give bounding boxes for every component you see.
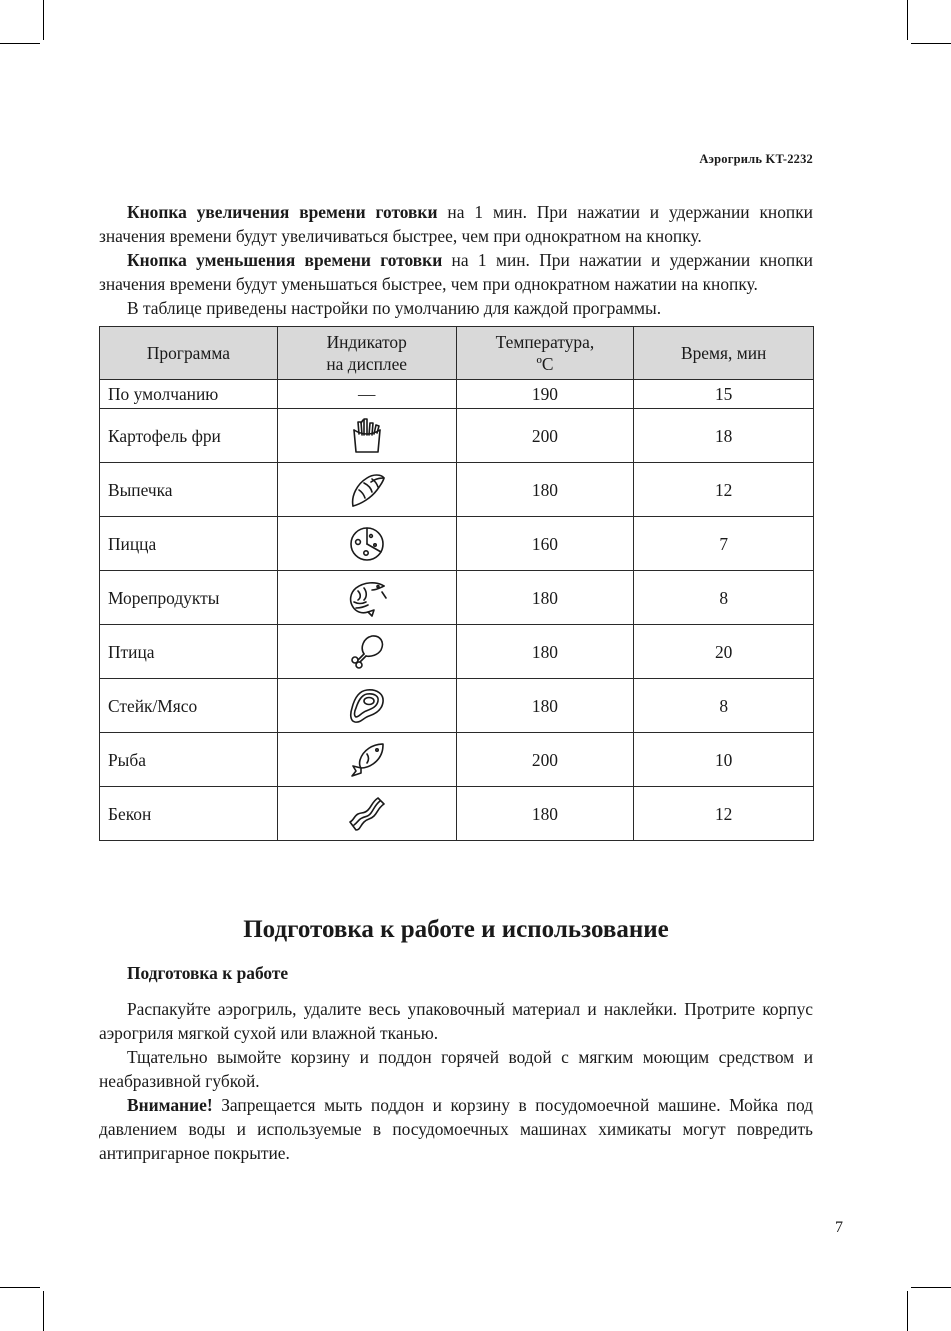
program-name: Выпечка [100, 463, 278, 517]
paragraph: Тщательно вымойте корзину и поддон горячей водой с мягким моющим средством и неабразивной губкой. [99, 1047, 813, 1091]
program-name: Птица [100, 625, 278, 679]
croissant-icon [347, 470, 387, 510]
temperature-value: 190 [456, 380, 634, 409]
page-number: 7 [835, 1219, 843, 1236]
temperature-value: 180 [456, 679, 634, 733]
pizza-icon [347, 524, 387, 564]
table-row [100, 463, 814, 517]
temperature-value: 200 [456, 409, 634, 463]
bacon-icon [346, 794, 388, 834]
column-header-indicator [277, 327, 456, 380]
page-content [99, 200, 813, 1165]
program-name: Картофель фри [100, 409, 278, 463]
temperature-value: 160 [456, 517, 634, 571]
crop-mark [907, 1291, 908, 1331]
program-name: Пицца [100, 517, 278, 571]
indicator-cell [277, 517, 456, 571]
temperature-value: 180 [456, 787, 634, 841]
shrimp-icon [346, 578, 388, 618]
table-header-row [100, 327, 814, 380]
warning-label: Внимание! [127, 1095, 213, 1115]
time-value: 20 [634, 625, 814, 679]
drumstick-icon [347, 632, 387, 672]
indicator-cell [277, 625, 456, 679]
crop-mark [43, 1291, 44, 1331]
crop-mark [911, 1287, 951, 1288]
crop-mark [0, 43, 40, 44]
table-row [100, 517, 814, 571]
indicator-cell [277, 733, 456, 787]
program-name: По умолчанию [100, 380, 278, 409]
subsection-title: Подготовка к работе [127, 963, 289, 983]
paragraph-text: на 1 мин. При нажатии и удержании кнопки значения времени будут увеличиваться быстрее, чем при однократном на кнопку. [99, 202, 813, 246]
time-value: 12 [634, 787, 814, 841]
paragraph-bold-lead: Кнопка уменьшения времени готовки [127, 250, 443, 270]
indicator-cell [277, 679, 456, 733]
paragraph [99, 200, 813, 248]
temperature-value: 200 [456, 733, 634, 787]
indicator-cell [277, 463, 456, 517]
paragraph [99, 248, 813, 296]
indicator-cell [277, 787, 456, 841]
temperature-value: 180 [456, 571, 634, 625]
fish-icon [347, 740, 387, 780]
column-header-temperature-line1: Температура, [495, 332, 595, 352]
time-value: 10 [634, 733, 814, 787]
time-value: 12 [634, 463, 814, 517]
table-row [100, 409, 814, 463]
column-header-indicator-line2: на дисплее [326, 354, 408, 374]
temperature-value: 180 [456, 625, 634, 679]
section-title: Подготовка к работе и использование [243, 916, 669, 943]
indicator-dash: — [277, 380, 456, 409]
table-row [100, 679, 814, 733]
crop-mark [911, 43, 951, 44]
column-header-temperature [456, 327, 634, 380]
program-name: Морепродукты [100, 571, 278, 625]
program-name: Рыба [100, 733, 278, 787]
paragraph-text: на 1 мин. При нажатии и удержании кнопки значения времени будут уменьшаться быстрее, чем при однократном нажатии на кнопку. [99, 250, 813, 294]
paragraph: В таблице приведены настройки по умолчанию для каждой программы. [127, 298, 662, 318]
running-header: Аэрогриль KT-2232 [699, 152, 813, 166]
crop-mark [907, 0, 908, 40]
table-row [100, 625, 814, 679]
time-value: 8 [634, 679, 814, 733]
time-value: 15 [634, 380, 814, 409]
paragraph [99, 1093, 813, 1165]
column-header-indicator-line1: Индикатор [326, 332, 407, 352]
programs-table [99, 326, 814, 841]
paragraph: Распакуйте аэрогриль, удалите весь упаковочный материал и наклейки. Протрите корпус аэрогриля мягкой сухой или влажной тканью. [99, 999, 813, 1043]
fries-icon [347, 416, 387, 456]
time-value: 8 [634, 571, 814, 625]
table-row [100, 571, 814, 625]
column-header-temperature-line2: ºC [536, 354, 554, 374]
indicator-cell [277, 571, 456, 625]
time-value: 18 [634, 409, 814, 463]
crop-mark [43, 0, 44, 40]
table-row [100, 733, 814, 787]
program-name: Бекон [100, 787, 278, 841]
paragraph-bold-lead: Кнопка увеличения времени готовки [127, 202, 438, 222]
column-header-time: Время, мин [634, 327, 814, 380]
steak-icon [347, 686, 387, 726]
crop-mark [0, 1287, 40, 1288]
column-header-program: Программа [100, 327, 278, 380]
temperature-value: 180 [456, 463, 634, 517]
indicator-cell [277, 409, 456, 463]
table-row [100, 380, 814, 409]
table-row [100, 787, 814, 841]
program-name: Стейк/Мясо [100, 679, 278, 733]
time-value: 7 [634, 517, 814, 571]
paragraph-text: Запрещается мыть поддон и корзину в посудомоечной машине. Мойка под давлением воды и используемые в посудомоечных машинах химикаты могут повредить антипригарное покрытие. [99, 1095, 813, 1163]
